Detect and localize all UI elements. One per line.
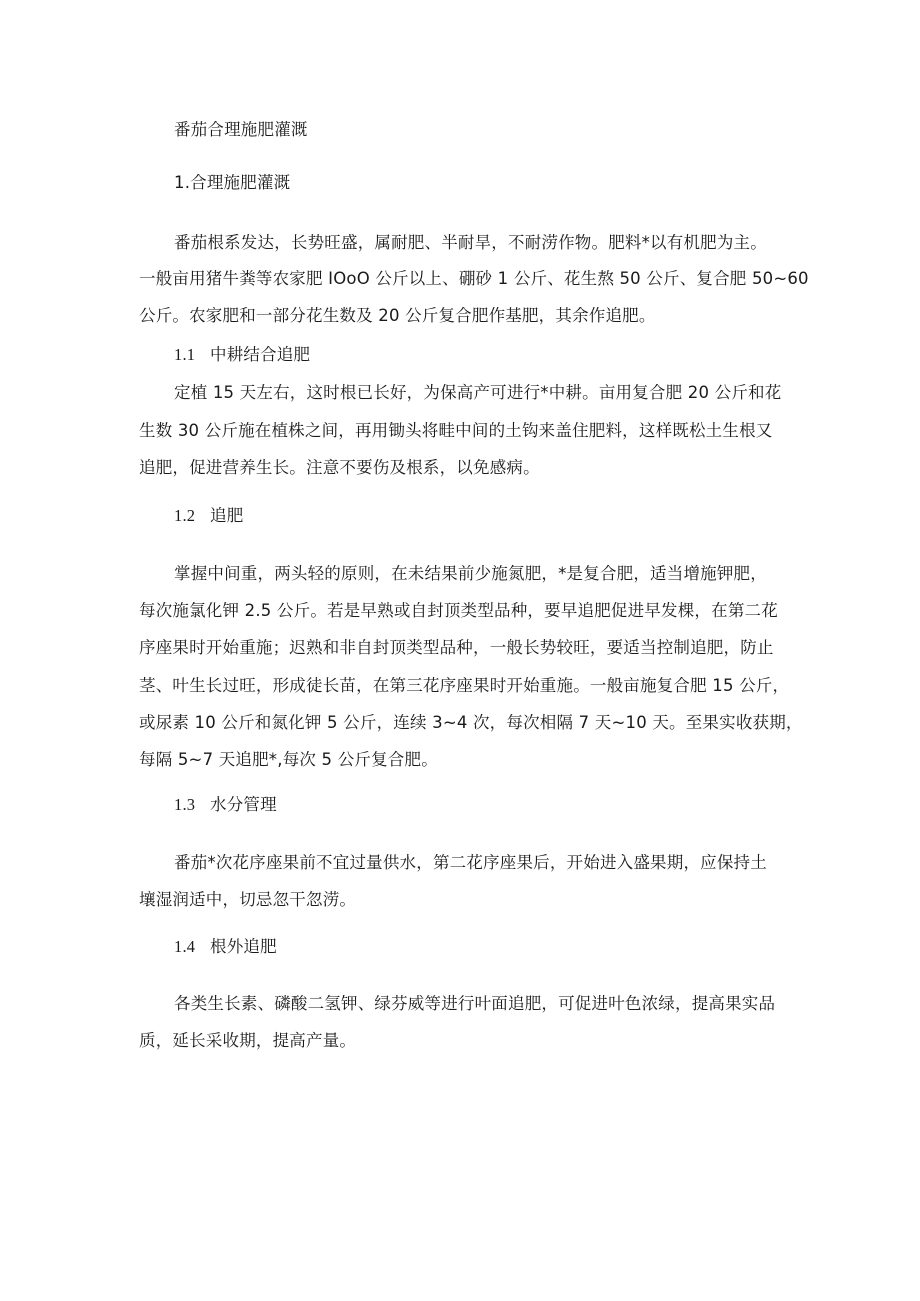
section-1-3-para-line-1: 番茄*次花序座果前不宜过量供水，第二花序座果后，开始进入盛果期，应保持土 <box>174 853 767 872</box>
section-1-2-title: 追肥 <box>210 506 244 525</box>
section-1-para-line-1: 番茄根系发达，长势旺盛，属耐肥、半耐旱，不耐涝作物。肥料*以有机肥为主。 <box>174 233 767 252</box>
section-1-2-para-line-4: 茎、叶生长过旺，形成徒长苗，在第三花序座果时开始重施。一般亩施复合肥 15 公斤， <box>139 676 790 695</box>
section-1-2-para-line-5: 或尿素 10 公斤和氮化钾 5 公斤，连续 3~4 次，每次相隔 7 天~10 天。至果实收获期， <box>139 713 803 732</box>
section-1-1-para-line-3: 追肥，促进营养生长。注意不要伤及根系，以免感病。 <box>139 458 540 477</box>
section-1-4-para-line-2: 质，延长采收期，提高产量。 <box>139 1031 357 1050</box>
section-1-2-heading <box>174 506 243 526</box>
section-1-para-line-3: 公斤。农家肥和一部分花生数及 20 公斤复合肥作基肥，其余作追肥。 <box>139 306 656 325</box>
document-title: 番茄合理施肥灌溉 <box>174 120 308 139</box>
section-1-1-para-line-2: 生数 30 公斤施在植株之间，再用锄头将畦中间的土钩来盖住肥料，这样既松土生根又 <box>139 421 773 440</box>
section-1-2-para-line-3: 序座果时开始重施；迟熟和非自封顶类型品种，一般长势较旺，要适当控制追肥，防止 <box>139 638 774 657</box>
section-1-3-para-line-2: 壤湿润适中，切忌忽干忽涝。 <box>139 890 357 909</box>
section-1-4-heading <box>174 937 277 957</box>
section-1-1-title: 中耕结合追肥 <box>210 345 311 364</box>
section-1-2-number: 1.2 <box>174 506 196 525</box>
section-1-4-title: 根外追肥 <box>210 937 277 956</box>
section-1-2-para-line-2: 每次施氯化钾 2.5 公斤。若是早熟或自封顶类型品种，要早追肥促进早发棵，在第二花 <box>139 601 778 620</box>
section-1-heading: 1.合理施肥灌溉 <box>174 173 291 192</box>
section-1-3-number: 1.3 <box>174 795 196 814</box>
section-1-4-para-line-1: 各类生长素、磷酸二氢钾、绿芬威等进行叶面追肥，可促进叶色浓绿，提高果实品 <box>174 994 776 1013</box>
section-1-para-line-2: 一般亩用猪牛粪等农家肥 IOoO 公斤以上、硼砂 1 公斤、花生熬 50 公斤、复合肥 50~60 <box>139 269 809 288</box>
section-1-1-number: 1.1 <box>174 345 196 364</box>
section-1-3-title: 水分管理 <box>210 795 277 814</box>
section-1-2-para-line-1: 掌握中间重，两头轻的原则，在未结果前少施氮肥，*是复合肥，适当增施钾肥， <box>174 564 767 583</box>
section-1-1-heading <box>174 345 310 365</box>
section-1-1-para-line-1: 定植 15 天左右，这时根已长好，为保高产可进行*中耕。亩用复合肥 20 公斤和花 <box>174 383 782 402</box>
section-1-4-number: 1.4 <box>174 937 196 956</box>
section-1-2-para-line-6: 每隔 5~7 天追肥*,每次 5 公斤复合肥。 <box>139 750 438 769</box>
section-1-3-heading <box>174 795 277 815</box>
